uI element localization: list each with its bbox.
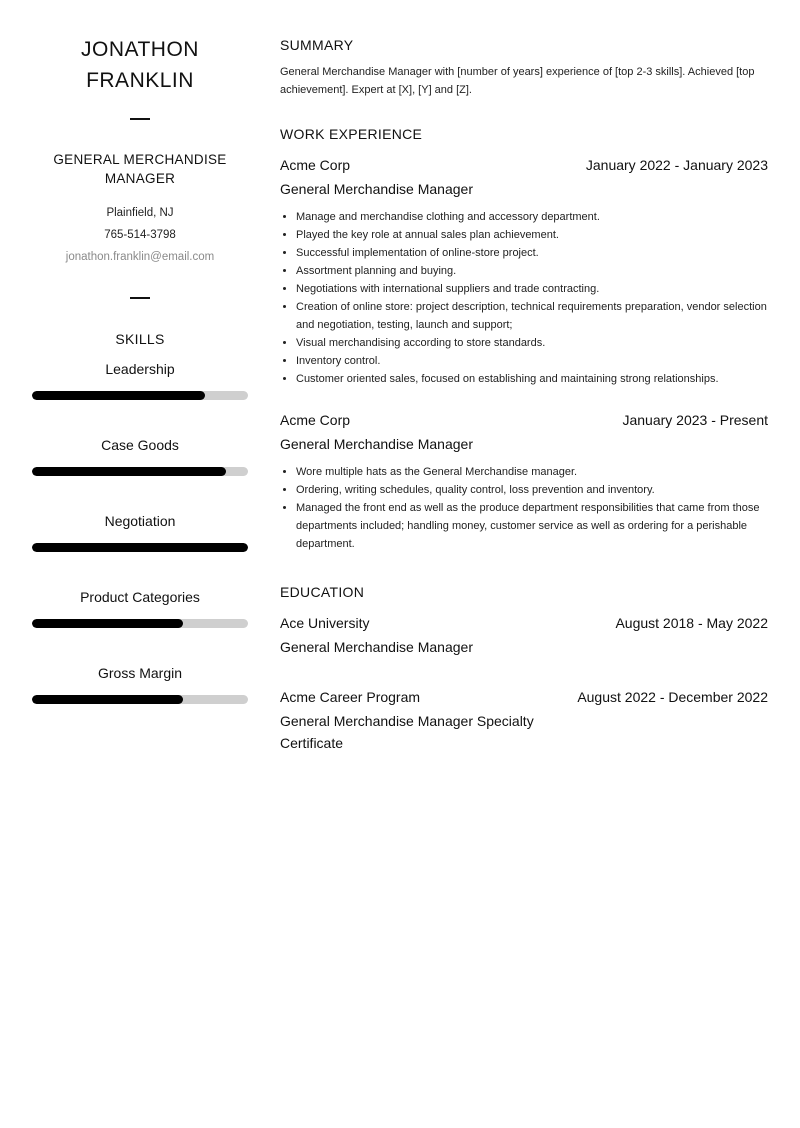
school-name: Ace University: [280, 615, 370, 631]
skill-name: Case Goods: [101, 437, 179, 453]
education-entry: [280, 687, 768, 754]
date-range: August 2018 - May 2022: [615, 615, 768, 631]
section-heading: SUMMARY: [280, 37, 354, 53]
role-title: General Merchandise Manager: [280, 436, 473, 452]
entry-header: [280, 410, 768, 430]
skill-bar: [32, 391, 248, 400]
section-heading: WORK EXPERIENCE: [280, 126, 423, 142]
skill-item: [32, 359, 248, 400]
skill-bar: [32, 695, 248, 704]
bullet-item: • Negotiations with international suppliers and trade contracting.: [296, 280, 768, 298]
degree-title: General Merchandise Manager: [280, 639, 473, 655]
date-range: January 2023 - Present: [622, 412, 768, 428]
skill-bar-fill: [32, 391, 205, 400]
divider: [130, 297, 150, 299]
school-name: Acme Career Program: [280, 689, 421, 705]
bullet-item: • Inventory control.: [296, 352, 768, 370]
skill-item: [32, 511, 248, 552]
work-entry: [280, 410, 768, 553]
section-heading: EDUCATION: [280, 584, 365, 600]
job-title-line1: GENERAL MERCHANDISE: [53, 152, 227, 167]
bullet-list: [280, 463, 768, 553]
bullet-item: • Played the key role at annual sales plan achievement.: [296, 226, 768, 244]
skill-bar-fill: [32, 619, 183, 628]
job-title-line2: MANAGER: [104, 171, 176, 186]
entry-header: [280, 613, 768, 633]
bullet-item: • Ordering, writing schedules, quality control, loss prevention and inventory.: [296, 481, 768, 499]
job-title: [32, 150, 248, 188]
education-section: [280, 583, 768, 754]
bullet-item: • Creation of online store: project description, technical requirements preparation, vendor selection and negotiation, testing, launch and support;: [296, 298, 768, 334]
divider: [130, 118, 150, 120]
bullet-item: • Successful implementation of online-store project.: [296, 244, 768, 262]
date-range: August 2022 - December 2022: [577, 689, 768, 705]
skills-heading: SKILLS: [115, 331, 165, 347]
skill-bar: [32, 467, 248, 476]
skill-bar-fill: [32, 467, 226, 476]
skill-name: Product Categories: [80, 589, 200, 605]
skill-item: [32, 587, 248, 628]
date-range: January 2022 - January 2023: [585, 157, 768, 173]
company-name: Acme Corp: [280, 412, 351, 428]
bullet-list: [280, 208, 768, 388]
bullet-item: • Assortment planning and buying.: [296, 262, 768, 280]
name-first: JONATHON: [81, 38, 199, 61]
bullet-item: • Wore multiple hats as the General Merchandise manager.: [296, 463, 768, 481]
work-experience-section: [280, 125, 768, 553]
summary-text: General Merchandise Manager with [number of years] experience of [top 2-3 skills]. Achieved [top achievement]. Expert at [X], [Y] and [Z].: [280, 66, 755, 96]
bullet-item: • Manage and merchandise clothing and accessory department.: [296, 208, 768, 226]
bullet-item: • Managed the front end as well as the produce department responsibilities that came from those departments included; handling money, customer service as well as ordering for a perishable department.: [296, 499, 768, 553]
education-entry: [280, 613, 768, 658]
phone: 765-514-3798: [104, 229, 176, 241]
location: Plainfield, NJ: [106, 207, 174, 219]
entry-header: [280, 155, 768, 175]
email-link[interactable]: jonathon.franklin@email.com: [65, 251, 215, 263]
company-name: Acme Corp: [280, 157, 351, 173]
skill-bar-fill: [32, 543, 248, 552]
skill-name: Negotiation: [104, 513, 176, 529]
skill-name: Leadership: [105, 361, 175, 377]
skill-item: [32, 663, 248, 704]
role-title: General Merchandise Manager: [280, 181, 473, 197]
bullet-item: • Customer oriented sales, focused on establishing and maintaining strong relationships.: [296, 370, 768, 388]
name-last: FRANKLIN: [86, 69, 194, 92]
main-content: [280, 36, 768, 754]
sidebar: [32, 34, 248, 704]
skill-name: Gross Margin: [97, 665, 183, 681]
degree-title: General Merchandise Manager Specialty Certificate: [280, 713, 534, 751]
summary-section: [280, 36, 768, 99]
skill-bar: [32, 619, 248, 628]
bullet-item: • Visual merchandising according to store standards.: [296, 334, 768, 352]
work-entry: [280, 155, 768, 388]
skill-item: [32, 435, 248, 476]
skill-bar-fill: [32, 695, 183, 704]
skill-bar: [32, 543, 248, 552]
entry-header: [280, 687, 768, 707]
